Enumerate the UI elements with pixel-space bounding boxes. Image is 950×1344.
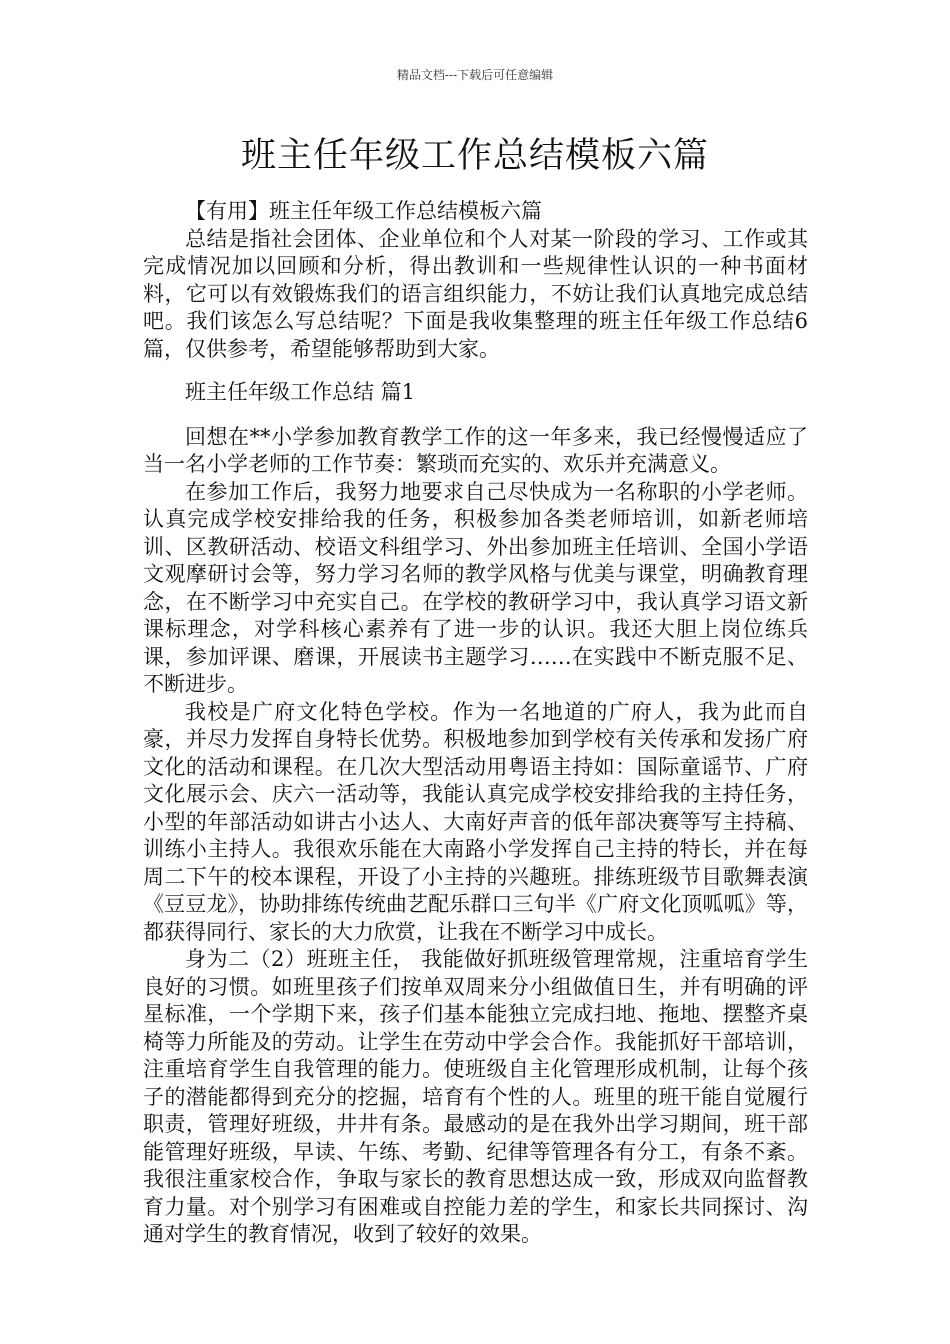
intro-paragraph: 总结是指社会团体、企业单位和个人对某一阶段的学习、工作或其完成情况加以回顾和分析，得出教训和一些规律性认识的一种书面材料，它可以有效锻炼我们的语言组织能力，不妨让我们认真地完成总结吧。我们该怎么写总结呢？下面是我收集整理的班主任年级工作总结6篇，仅供参考，希望能够帮助到大家。 <box>143 226 808 361</box>
body-paragraph: 回想在**小学参加教育教学工作的这一年多来，我已经慢慢适应了当一名小学老师的工作节奏：繁琐而充实的、欢乐并充满意义。 <box>143 424 808 476</box>
document-body <box>143 198 808 1249</box>
body-paragraph: 在参加工作后，我努力地要求自己尽快成为一名称职的小学老师。认真完成学校安排给我的任务，积极参加各类老师培训，如新老师培训、区教研活动、校语文科组学习、外出参加班主任培训、全国小学语文观摩研讨会等，努力学习名师的教学风格与优美与课堂，明确教育理念，在不断学习中充实自己。在学校的教研学习中，我认真学习语文新课标理念，对学科核心素养有了进一步的认识。我还大胆上岗位练兵课，参加评课、磨课，开展读书主题学习……在实践中不断克服不足、不断进步。 <box>143 479 808 696</box>
body-paragraph: 我校是广府文化特色学校。作为一名地道的广府人，我为此而自豪，并尽力发挥自身特长优势。积极地参加到学校有关传承和发扬广府文化的活动和课程。在几次大型活动用粤语主持如：国际童谣节、广府文化展示会、庆六一活动等，我能认真完成学校安排给我的主持任务，小型的年部活动如讲古小达人、大南好声音的低年部决赛等写主持稿、训练小主持人。我很欢乐能在大南路小学发挥自己主持的特长，并在每周二下午的校本课程，开设了小主持的兴趣班。排练班级节目歌舞表演《豆豆龙》，协助排练传统曲艺配乐群口三句半《广府文化顶呱呱》等，都获得同行、家长的大力欣赏，让我在不断学习中成长。 <box>143 699 808 944</box>
document-title: 班主任年级工作总结模板六篇 <box>240 136 709 176</box>
header-note: 精品文档---下载后可任意编辑 <box>396 68 554 82</box>
subtitle-paragraph: 【有用】班主任年级工作总结模板六篇 <box>185 199 542 223</box>
body-paragraph: 身为二（2）班班主任， 我能做好抓班级管理常规，注重培育学生良好的习惯。如班里孩子们按单双周来分小组做值日生，并有明确的评星标准，一个学期下来，孩子们基本能独立完成扫地、拖地、摆整齐桌椅等力所能及的劳动。让学生在劳动中学会合作。我能抓好干部培训，注重培育学生自我管理的能力。使班级自主化管理形成机制，让每个孩子的潜能都得到充分的挖掘，培育有个性的人。班里的班干能自觉履行职责，管理好班级，井井有条。最感动的是在我外出学习期间，班干部能管理好班级，早读、午练、考勤、纪律等管理各有分工，有条不紊。我很注重家校合作，争取与家长的教育思想达成一致，形成双向监督教育力量。对个别学习有困难或自控能力差的学生，和家长共同探讨、沟通对学生的教育情况，收到了较好的效果。 <box>143 947 808 1246</box>
section-heading: 班主任年级工作总结 篇1 <box>185 380 416 404</box>
